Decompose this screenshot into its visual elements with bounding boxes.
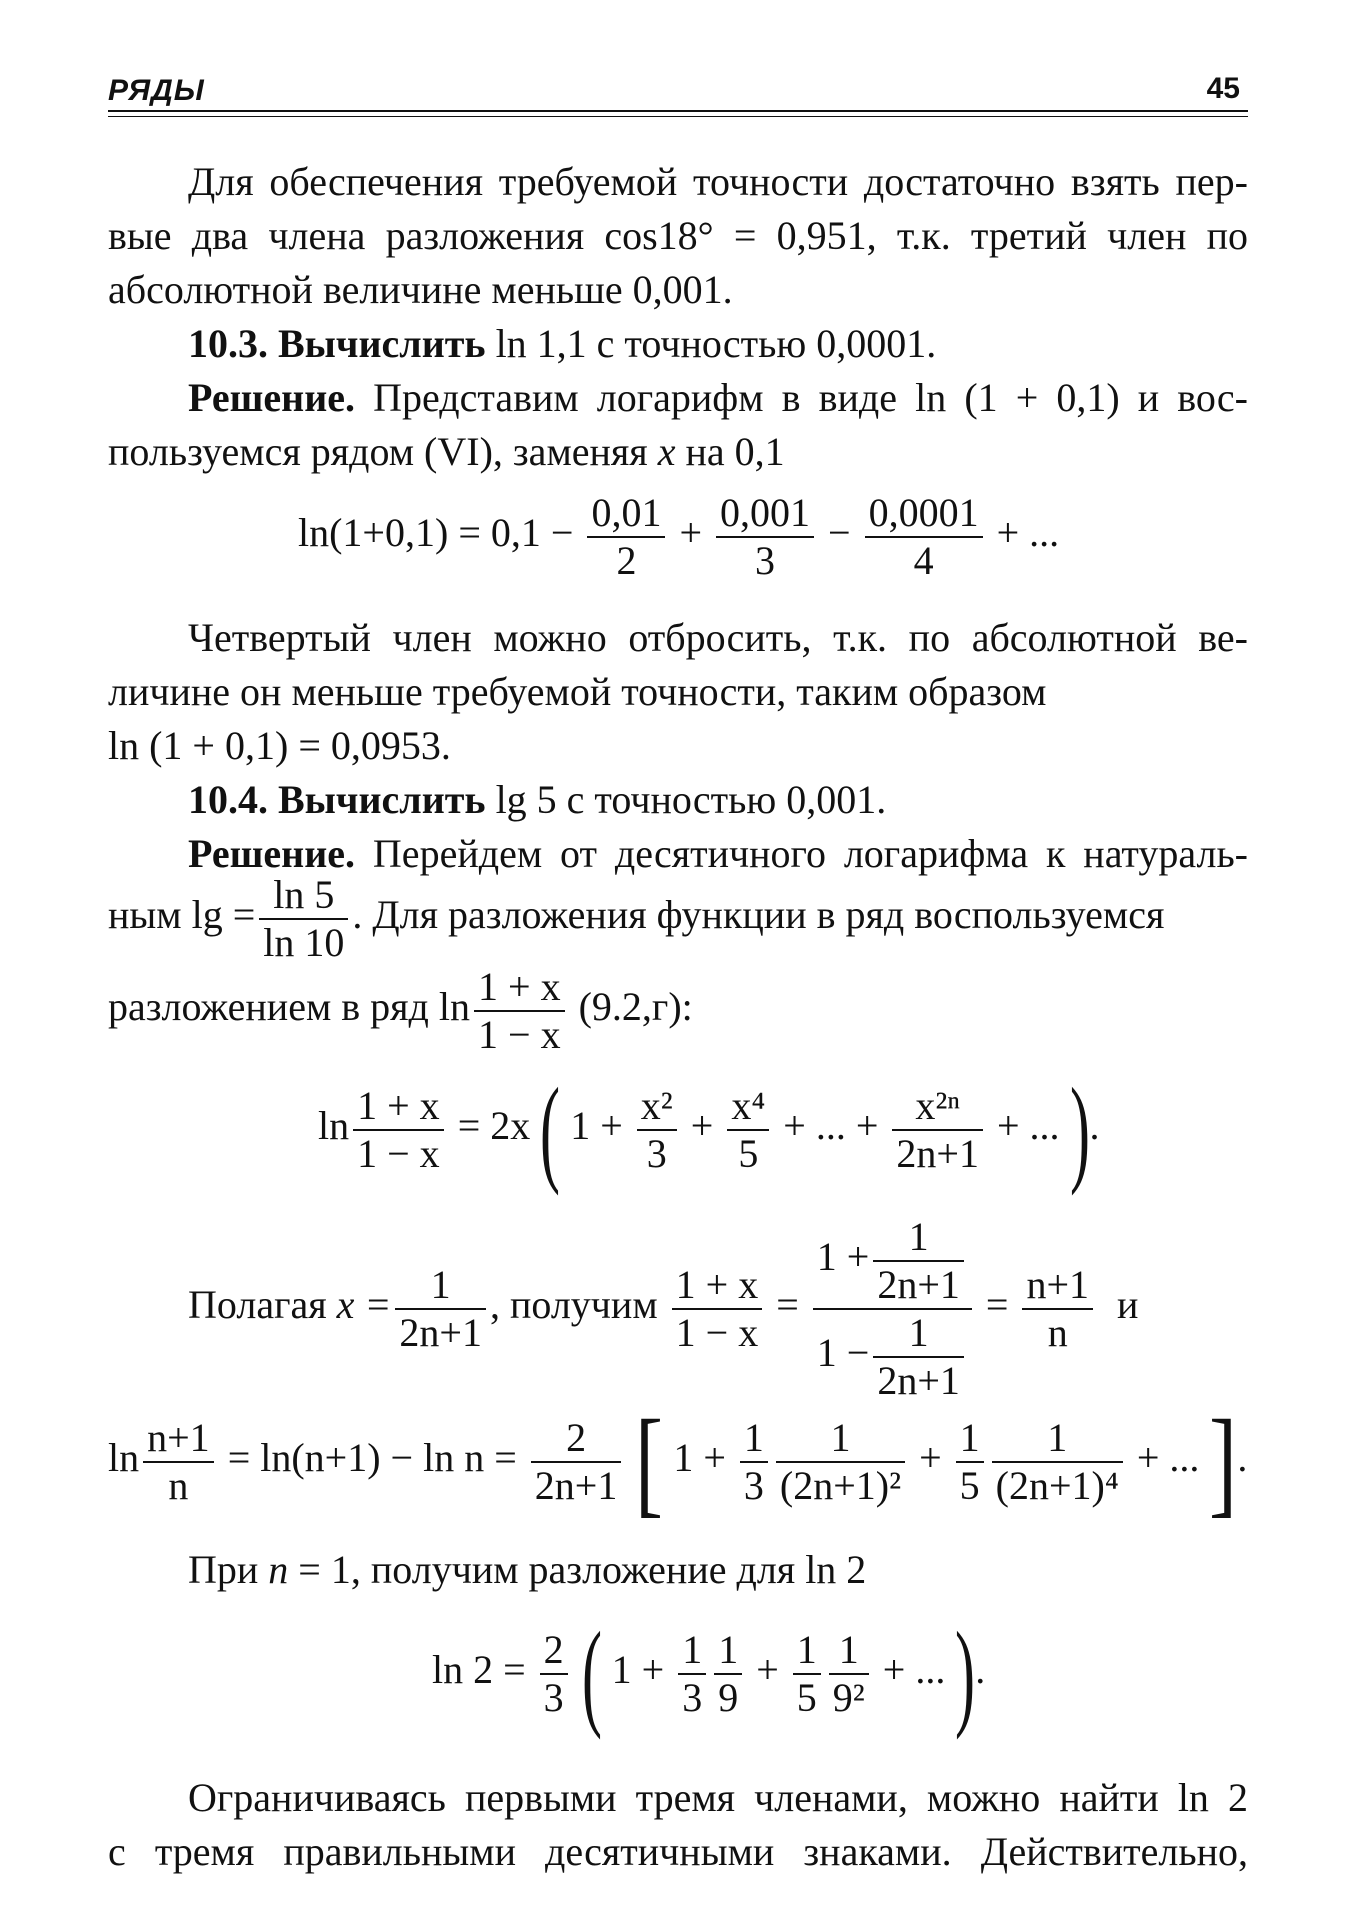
page-number: 45	[1206, 72, 1240, 105]
paragraph-line: Ограничиваясь первыми тремя членами, можно найти ln 2	[188, 1775, 1248, 1820]
header-rule-thin	[108, 116, 1248, 117]
fraction: $\frac{\ln 5}{\ln 10}$	[259, 872, 348, 966]
paren: (	[540, 1063, 561, 1196]
header-rule	[108, 110, 1248, 112]
formula-substitution: Полагая x = $\frac{1}{2n+1}$ , получим $\frac{1 + x}{1 - x}$ = 1 + $\frac{1}{2n+1}$ 1 − $\frac{1}{2n+1}$ = $\frac{n+1}{n}$ и	[188, 1214, 1139, 1403]
fraction: $\frac{0,0001}{4}$	[865, 490, 983, 584]
fraction: $\frac{1}{2n+1}$	[395, 1262, 486, 1356]
paren: (	[581, 1607, 602, 1740]
solution-label: Решение.	[188, 831, 356, 876]
paragraph-line: вые два члена разложения cos18° = 0,951, т.к. третий член по	[108, 213, 1248, 258]
paragraph-line: Для обеспечения требуемой точности достаточно взять пер-	[188, 159, 1248, 204]
formula-ln-ratio: ln $\frac{n+1}{n}$ = ln(n+1) − ln n = $\frac{2}{2n+1}$ [ 1 + $\frac{1}{3}$ $\frac{1}{\text{(2n+1)²}}$ + $\frac{1}{5}$ $\frac{1}{\text{(2n+1)⁴}}$ + ... ].	[108, 1395, 1248, 1528]
fraction: $\frac{\text{x²ⁿ}}{2n+1}$	[892, 1083, 983, 1177]
formula-ln-1-1: ln(1+0,1) = 0,1 − $\frac{0,01}{2}$ + $\frac{0,001}{3}$ − $\frac{0,0001}{4}$ + ...	[298, 490, 1060, 583]
fraction: $\frac{0,001}{3}$	[716, 490, 814, 584]
exercise-10-3	[188, 320, 936, 368]
paragraph-line: При n = 1, получим разложение для ln 2	[188, 1547, 867, 1592]
fraction: $\frac{1 + x}{1 - x}$	[353, 1083, 444, 1177]
solution-label: Решение.	[188, 375, 356, 420]
solution-line	[188, 830, 1248, 878]
solution-text: пользуемся рядом (VI), заменяя	[108, 429, 648, 474]
fraction: $\frac{n+1}{n}$	[1022, 1262, 1093, 1356]
solution-text: Представим логарифм в виде ln (1 + 0,1) и вос-	[355, 375, 1248, 420]
fraction: $\frac{0,01}{2}$	[587, 490, 665, 584]
solution-line	[188, 374, 1248, 422]
exercise-label: 10.3. Вычислить	[188, 321, 486, 366]
solution-line-lg: ным lg = $\frac{\ln 5}{\ln 10}$ . Для разложения функции в ряд воспользуемся	[108, 872, 1165, 965]
running-header-title: РЯДЫ	[108, 74, 205, 107]
fraction: $\frac{n+1}{n}$	[143, 1415, 214, 1509]
paragraph-line: с тремя правильными десятичными знаками. Действительно,	[108, 1829, 1248, 1874]
paragraph-line: абсолютной величине меньше 0,001.	[108, 267, 733, 312]
bracket: [	[635, 1395, 664, 1528]
solution-line-series: разложением в ряд ln $\frac{1 + x}{1 - x}$ (9.2,г):	[108, 964, 693, 1057]
fraction: $\frac{\text{x²}}{3}$	[637, 1083, 677, 1177]
variable-x: x	[657, 429, 676, 474]
bracket: ]	[1209, 1395, 1238, 1528]
solution-text: Перейдем от десятичного логарифма к натураль-	[355, 831, 1248, 876]
formula-ln-2: ln 2 = $\frac{2}{3}$ ( 1 + $\frac{1}{3}$ $\frac{1}{9}$ + $\frac{1}{5}$ $\frac{1}{\text{9²}}$ + ... ).	[432, 1607, 986, 1740]
exercise-text: ln 1,1 с точностью 0,0001.	[485, 321, 937, 366]
paragraph-line: ln (1 + 0,1) = 0,0953.	[108, 723, 451, 768]
paragraph-line: личине он меньше требуемой точности, таким образом	[108, 669, 1047, 714]
solution-text: на 0,1	[675, 429, 785, 474]
exercise-10-4	[188, 776, 886, 824]
paragraph-line: Четвертый член можно отбросить, т.к. по абсолютной ве-	[188, 615, 1248, 660]
paren: )	[1069, 1063, 1090, 1196]
exercise-label: 10.4. Вычислить	[188, 777, 486, 822]
fraction: $\frac{1 + x}{1 - x}$	[474, 964, 565, 1058]
compound-fraction: 1 + $\frac{1}{2n+1}$ 1 − $\frac{1}{2n+1}$	[813, 1214, 972, 1404]
fraction: $\frac{\text{x⁴}}{5}$	[727, 1083, 769, 1177]
solution-line	[108, 428, 785, 476]
fraction: $\frac{2}{2n+1}$	[531, 1415, 622, 1509]
exercise-text: lg 5 с точностью 0,001.	[485, 777, 887, 822]
fraction: $\frac{1 + x}{1 - x}$	[672, 1262, 763, 1356]
formula-series-ln: ln $\frac{1 + x}{1 - x}$ = 2x ( 1 + $\frac{\text{x²}}{3}$ + $\frac{\text{x⁴}}{5}$ + ... + $\frac{\text{x²ⁿ}}{2n+1}$ + ... ).	[318, 1063, 1100, 1196]
paren: )	[955, 1607, 976, 1740]
formula-lhs: ln(1+0,1) = 0,1 −	[298, 510, 574, 556]
